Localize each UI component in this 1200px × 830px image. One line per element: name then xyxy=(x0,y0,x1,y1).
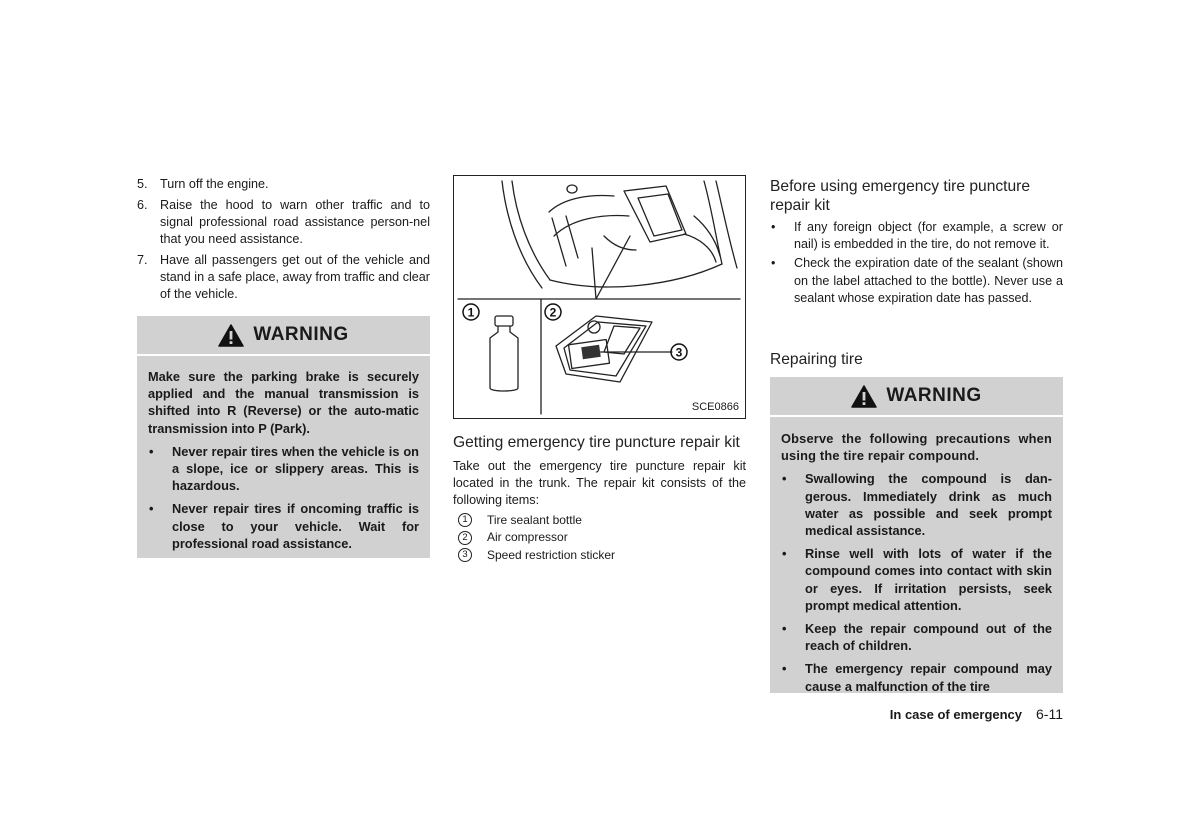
section-heading: Getting emergency tire puncture repair kit xyxy=(453,434,740,451)
item-label: Speed restriction sticker xyxy=(487,547,616,562)
bullet-dot-icon: • xyxy=(782,546,787,562)
warning-bullet-text: Keep the repair compound out of the reach of children. xyxy=(805,621,1052,654)
bullet-dot-icon: • xyxy=(782,471,787,487)
kit-item xyxy=(453,547,746,565)
warning-bullet xyxy=(781,620,1052,654)
page-number: 6-11 xyxy=(1036,706,1063,722)
bullet-dot-icon: • xyxy=(782,661,787,677)
item-number-badge: 2 xyxy=(458,531,472,545)
footer-section-title: In case of emergency xyxy=(889,707,1023,722)
warning-bullet xyxy=(781,545,1052,614)
step-text: Have all passengers get out of the vehicle and stand in a safe place, away from traffic and clear of the vehicle. xyxy=(160,253,430,301)
precaution-item xyxy=(770,219,1063,253)
figure-code: SCE0866 xyxy=(691,401,739,413)
warning-bullet-text: Never repair tires if oncoming traffic is close to your vehicle. Wait for professional road assistance. xyxy=(172,501,419,551)
warning-bullet-text: The emergency repair compound may cause a malfunction of the tire xyxy=(805,661,1052,694)
step-number: 7. xyxy=(137,253,148,267)
warning-bullet xyxy=(148,443,419,495)
step-item xyxy=(137,176,430,193)
warning-bullet xyxy=(781,470,1052,539)
section-heading: Before using emergency tire puncture repair kit xyxy=(770,178,1031,214)
warning-body xyxy=(137,356,430,552)
item-label: Air compressor xyxy=(487,530,568,545)
bullet-dot-icon: • xyxy=(149,501,154,517)
kit-item xyxy=(453,529,746,547)
step-text: Turn off the engine. xyxy=(160,177,269,191)
step-item xyxy=(137,197,430,248)
callout-3-label: 3 xyxy=(675,345,683,360)
step-text: Raise the hood to warn other traffic and to signal professional road assistance person-nel that you need assistance. xyxy=(160,198,430,246)
warning-title: WARNING xyxy=(886,385,982,406)
warning-bullet-text: Never repair tires when the vehicle is on a slope, ice or slippery areas. This is hazardous. xyxy=(172,443,419,494)
procedure-steps xyxy=(137,176,430,307)
warning-title: WARNING xyxy=(253,324,349,345)
bullet-dot-icon: • xyxy=(782,621,787,637)
step-item xyxy=(137,252,430,303)
warning-header xyxy=(770,377,1063,417)
precaution-text: If any foreign object (for example, a screw or nail) is embedded in the tire, do not remove it. xyxy=(794,220,1063,252)
page-footer xyxy=(890,706,1063,722)
warning-bullet-text: Rinse well with lots of water if the compound comes into contact with skin or eyes. If irritation persists, seek prompt medical attention. xyxy=(805,546,1052,613)
bullet-dot-icon: • xyxy=(149,443,154,459)
bullet-dot-icon: • xyxy=(771,256,776,271)
before-using-section xyxy=(770,177,1063,309)
section-body: Take out the emergency tire puncture repair kit located in the trunk. The repair kit consists of the following items: xyxy=(453,459,746,508)
trunk-illustration xyxy=(454,176,744,417)
kit-section xyxy=(453,433,746,564)
step-number: 6. xyxy=(137,198,148,212)
warning-box xyxy=(770,377,1063,693)
warning-intro: Make sure the parking brake is securely applied and the manual transmission is shifted into R (Reverse) or the auto-matic transmission into P (Park). xyxy=(148,369,419,436)
warning-bullet-text: Swallowing the compound is dan-gerous. Immediately drink as much water as possible and seek prompt medical assistance. xyxy=(805,471,1052,539)
callout-1-label: 1 xyxy=(467,305,475,320)
warning-bullet xyxy=(148,500,419,552)
item-number-badge: 1 xyxy=(458,513,472,527)
precaution-item xyxy=(770,255,1063,307)
warning-triangle-icon xyxy=(851,385,877,408)
item-number-badge: 3 xyxy=(458,548,472,562)
precaution-list xyxy=(770,219,1063,307)
warning-intro: Observe the following precautions when using the tire repair compound. xyxy=(781,431,1052,464)
warning-box xyxy=(137,316,430,558)
warning-header xyxy=(137,316,430,356)
kit-item xyxy=(453,512,746,530)
item-label: Tire sealant bottle xyxy=(487,512,582,527)
warning-triangle-icon xyxy=(218,324,244,347)
warning-body xyxy=(770,417,1063,695)
precaution-text: Check the expiration date of the sealant (shown on the label attached to the bottle). Never use a sealant whose expiration date has passed. xyxy=(794,256,1063,305)
kit-items-list xyxy=(453,512,746,565)
warning-bullet xyxy=(781,660,1052,694)
callout-2-label: 2 xyxy=(549,305,557,320)
repair-kit-figure xyxy=(453,175,746,419)
subheading: Repairing tire xyxy=(770,351,863,368)
bullet-dot-icon: • xyxy=(771,220,776,234)
step-number: 5. xyxy=(137,177,148,191)
